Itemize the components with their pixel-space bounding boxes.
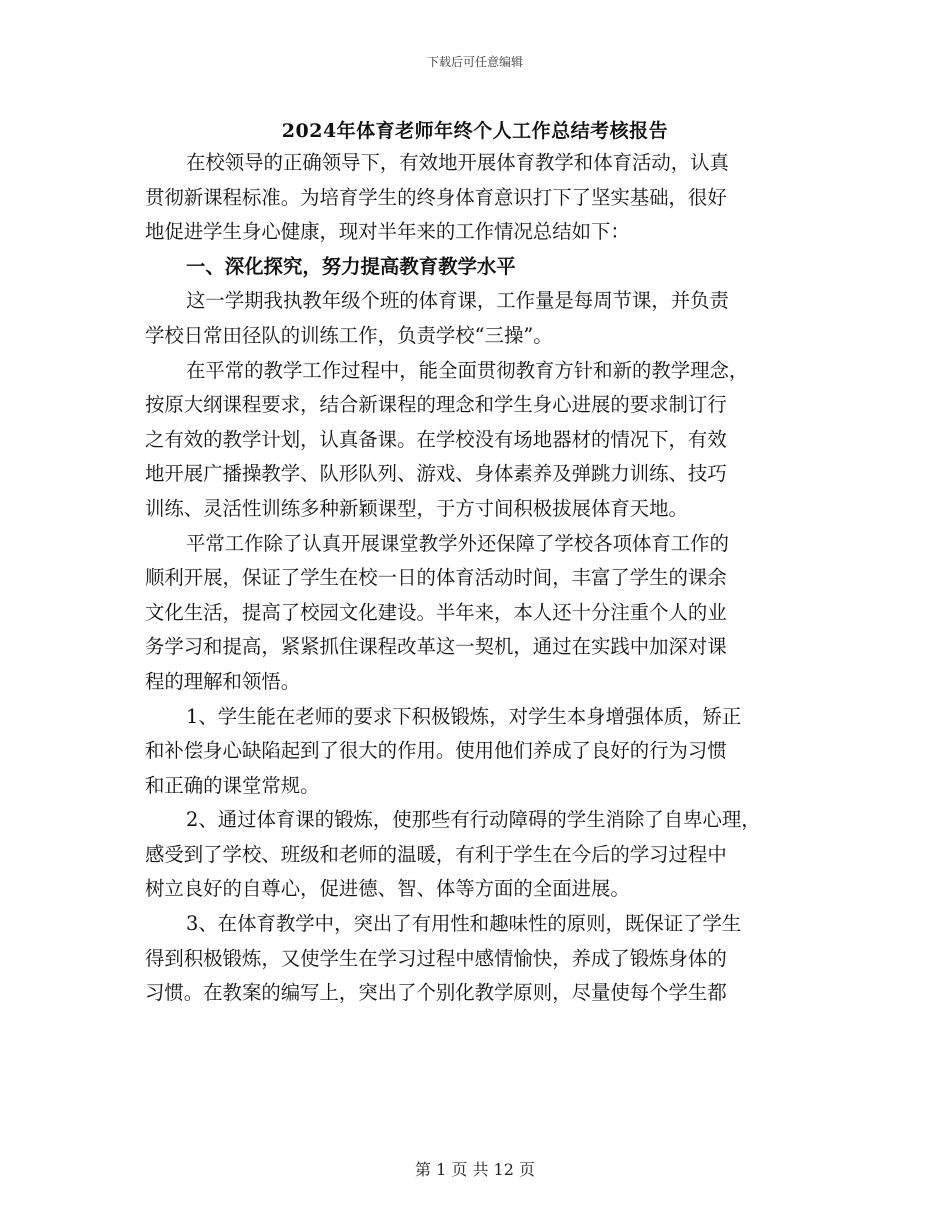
body-line: 这一学期我执教年级个班的体育课，工作量是每周节课，并负责	[186, 289, 729, 313]
header-note: 下载后可任意编辑	[426, 55, 523, 69]
body-line: 在校领导的正确领导下，有效地开展体育教学和体育活动，认真	[186, 151, 729, 174]
body-line: 地促进学生身心健康，现对半年来的工作情况总结如下：	[145, 220, 630, 244]
body-line: 感受到了学校、班级和老师的温暖，有利于学生在今后的学习过程中	[145, 842, 727, 866]
section-heading: 一、深化探究，努力提高教育教学水平	[186, 254, 516, 278]
body-line: 1、学生能在老师的要求下积极锻炼，对学生本身增强体质，矫正	[186, 704, 742, 728]
body-line: 2、通过体育课的锻炼，使那些有行动障碍的学生消除了自卑心理，	[186, 808, 761, 832]
body-line: 3、在体育教学中，突出了有用性和趣味性的原则，既保证了学生	[186, 912, 742, 936]
body-line: 和正确的课堂常规。	[145, 773, 320, 797]
body-line: 训练、灵活性训练多种新颖课型，于方寸间积极拔展体育天地。	[145, 496, 688, 520]
body-line: 平常工作除了认真开展课堂教学外还保障了学校各项体育工作的	[186, 531, 729, 555]
body-line: 树立良好的自尊心，促进德、智、体等方面的全面进展。	[145, 877, 630, 901]
page-number-footer: 第 1 页 共 12 页	[415, 1160, 535, 1179]
body-line: 文化生活，提高了校园文化建设。半年来，本人还十分注重个人的业	[145, 600, 727, 624]
body-line: 习惯。在教案的编写上，突出了个别化教学原则，尽量使每个学生都	[145, 981, 727, 1005]
body-line: 和补偿身心缺陷起到了很大的作用。使用他们养成了良好的行为习惯	[145, 739, 727, 763]
body-line: 顺利开展，保证了学生在校一日的体育活动时间，丰富了学生的课余	[145, 566, 727, 590]
body-line: 地开展广播操教学、队形队列、游戏、身体素养及弹跳力训练、技巧	[145, 462, 727, 486]
body-line: 务学习和提高，紧紧抓住课程改革这一契机，通过在实践中加深对课	[145, 635, 727, 659]
body-line: 按原大纲课程要求，结合新课程的理念和学生身心进展的要求制订行	[145, 393, 727, 417]
body-line: 贯彻新课程标准。为培育学生的终身体育意识打下了坚实基础，很好	[145, 185, 727, 209]
body-line: 得到积极锻炼，又使学生在学习过程中感情愉快，养成了锻炼身体的	[145, 946, 727, 970]
body-line: 在平常的教学工作过程中，能全面贯彻教育方针和新的教学理念，	[186, 358, 749, 382]
document-body	[145, 146, 810, 1011]
body-line: 之有效的教学计划，认真备课。在学校没有场地器材的情况下，有效	[145, 427, 727, 451]
document-title: 2024年体育老师年终个人工作总结考核报告	[281, 120, 669, 142]
body-line: 学校日常田径队的训练工作，负责学校“三操”。	[145, 323, 553, 347]
body-line: 程的理解和领悟。	[145, 669, 301, 693]
